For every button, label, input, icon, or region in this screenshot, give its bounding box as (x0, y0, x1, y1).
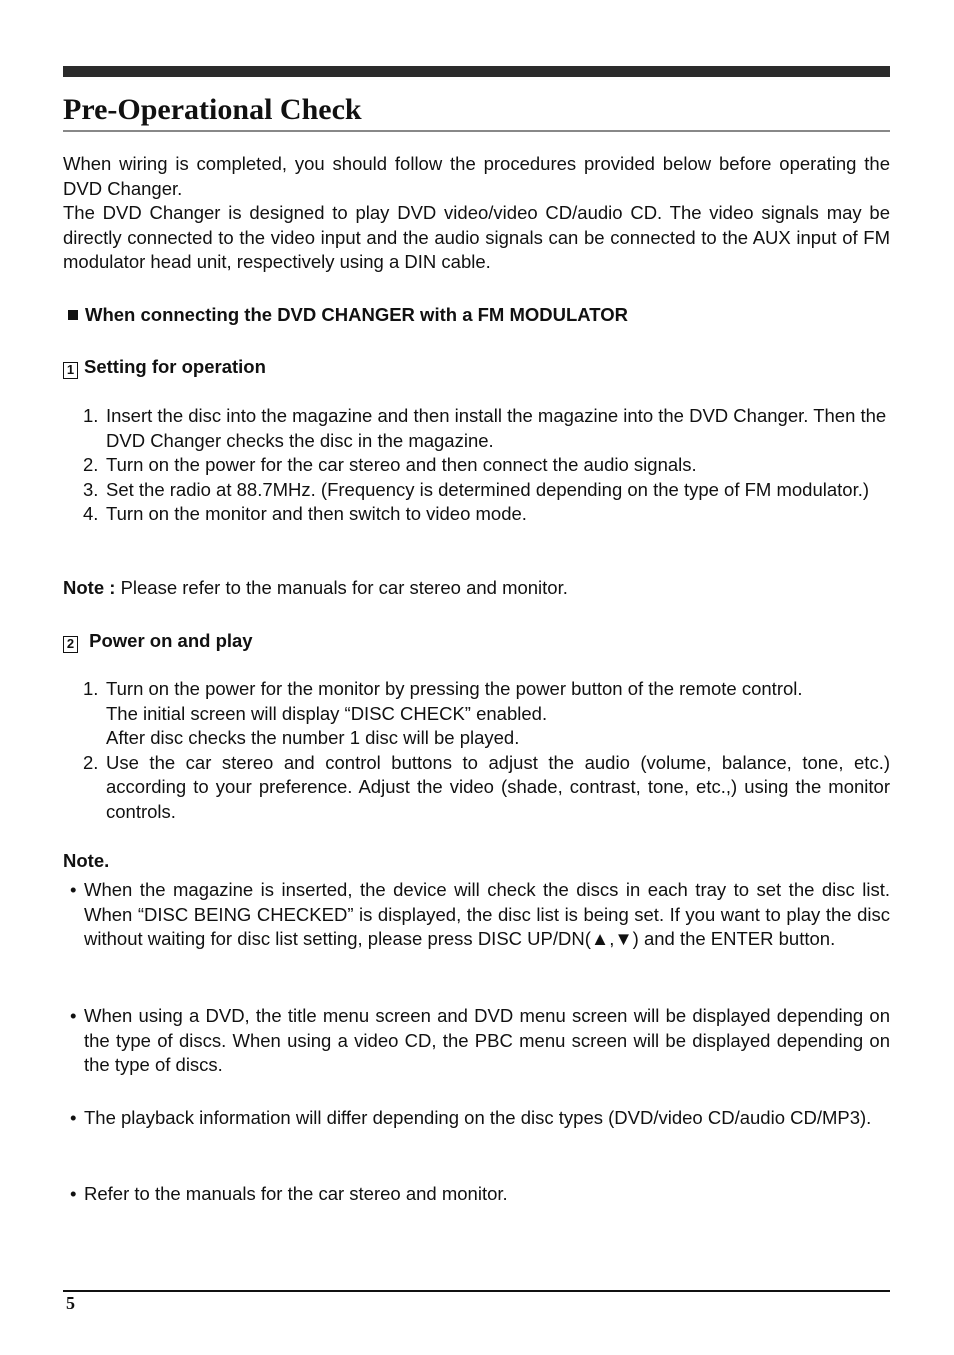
list-item (83, 751, 890, 825)
setting-steps-list (83, 404, 890, 527)
step-number: 2. (83, 751, 99, 773)
step-number-box: 2 (63, 636, 78, 653)
step-text: Turn on the power for the monitor by pressing the power button of the remote control. (106, 678, 803, 699)
step-number: 1. (83, 678, 99, 699)
page-title: Pre-Operational Check (63, 93, 362, 126)
step-text: Set the radio at 88.7MHz. (Frequency is determined depending on the type of FM modulator.) (106, 478, 870, 500)
list-item (83, 404, 890, 453)
step-text: Turn on the power for the car stereo and then connect the audio signals. (106, 454, 697, 475)
list-item (83, 453, 890, 478)
setting-heading-text: Setting for operation (84, 356, 266, 377)
footer-rule (63, 1290, 890, 1292)
bullet-text: The playback information will differ depending on the disc types (DVD/video CD/audio CD/MP3). (84, 1107, 872, 1128)
intro-paragraph-2: The DVD Changer is designed to play DVD video/video CD/audio CD. The video signals may be directly connected to the video input and the audio signals can be connected to the AUX input of FM modulator head unit, respectively using a DIN cable. (63, 202, 890, 272)
list-item (83, 478, 890, 503)
step-text: Insert the disc into the magazine and then install the magazine into the DVD Changer. Then the DVD Changer checks the disc in the magazine. (106, 405, 887, 451)
page-number: 5 (66, 1293, 75, 1313)
square-bullet-icon (68, 310, 78, 320)
step-number-box: 1 (63, 362, 78, 379)
bullet-dot-icon: • (70, 1107, 77, 1128)
intro-paragraph-1: When wiring is completed, you should follow the procedures provided below before operating the DVD Changer. (63, 153, 890, 199)
note-bullet (70, 1182, 890, 1207)
title-underline (63, 130, 890, 132)
list-item (83, 677, 890, 751)
step-text: Use the car stereo and control buttons to adjust the audio (volume, balance, tone, etc.) according to your preference. Adjust the video (shade, contrast, tone, etc.,) using the monitor controls. (106, 751, 890, 822)
note-label: Note : (63, 577, 116, 598)
power-heading-text: Power on and play (89, 630, 253, 651)
note-bullet (70, 1004, 890, 1078)
note-1 (63, 576, 568, 600)
note-bullet (70, 878, 890, 952)
note-2-label (63, 849, 109, 873)
bullet-dot-icon: • (70, 1183, 77, 1204)
bullet-text: When the magazine is inserted, the device will check the discs in each tray to set the disc list. When “DISC BEING CHECKED” is displayed, the disc list is being set. If you want to play the disc without waiting for disc list setting, please press DISC UP/DN(▲,▼) and the ENTER button. (84, 879, 890, 949)
section-heading (68, 303, 628, 327)
step-number: 4. (83, 503, 99, 524)
list-item (83, 502, 890, 527)
bullet-dot-icon: • (70, 879, 77, 900)
bullet-dot-icon: • (70, 1005, 77, 1026)
step-number: 2. (83, 454, 99, 475)
bullet-text: When using a DVD, the title menu screen and DVD menu screen will be displayed depending on the type of discs. When using a video CD, the PBC menu screen will be displayed depending on the type of discs. (84, 1005, 890, 1075)
step-number: 1. (83, 405, 99, 426)
step-text-extra: After disc checks the number 1 disc will be played. (106, 727, 520, 748)
step-number: 3. (83, 478, 99, 500)
setting-heading (63, 355, 266, 379)
note-bullet (70, 1106, 890, 1131)
bullet-text: Refer to the manuals for the car stereo and monitor. (84, 1183, 508, 1204)
power-steps-list (83, 677, 890, 824)
top-rule-bar (63, 66, 890, 77)
note-label: Note. (63, 850, 110, 871)
section-heading-text: When connecting the DVD CHANGER with a FM MODULATOR (85, 304, 628, 325)
power-heading (63, 629, 253, 653)
step-text: Turn on the monitor and then switch to video mode. (106, 503, 527, 524)
step-text-extra: The initial screen will display “DISC CHECK” enabled. (106, 702, 548, 724)
note-text: Please refer to the manuals for car stereo and monitor. (120, 577, 568, 598)
